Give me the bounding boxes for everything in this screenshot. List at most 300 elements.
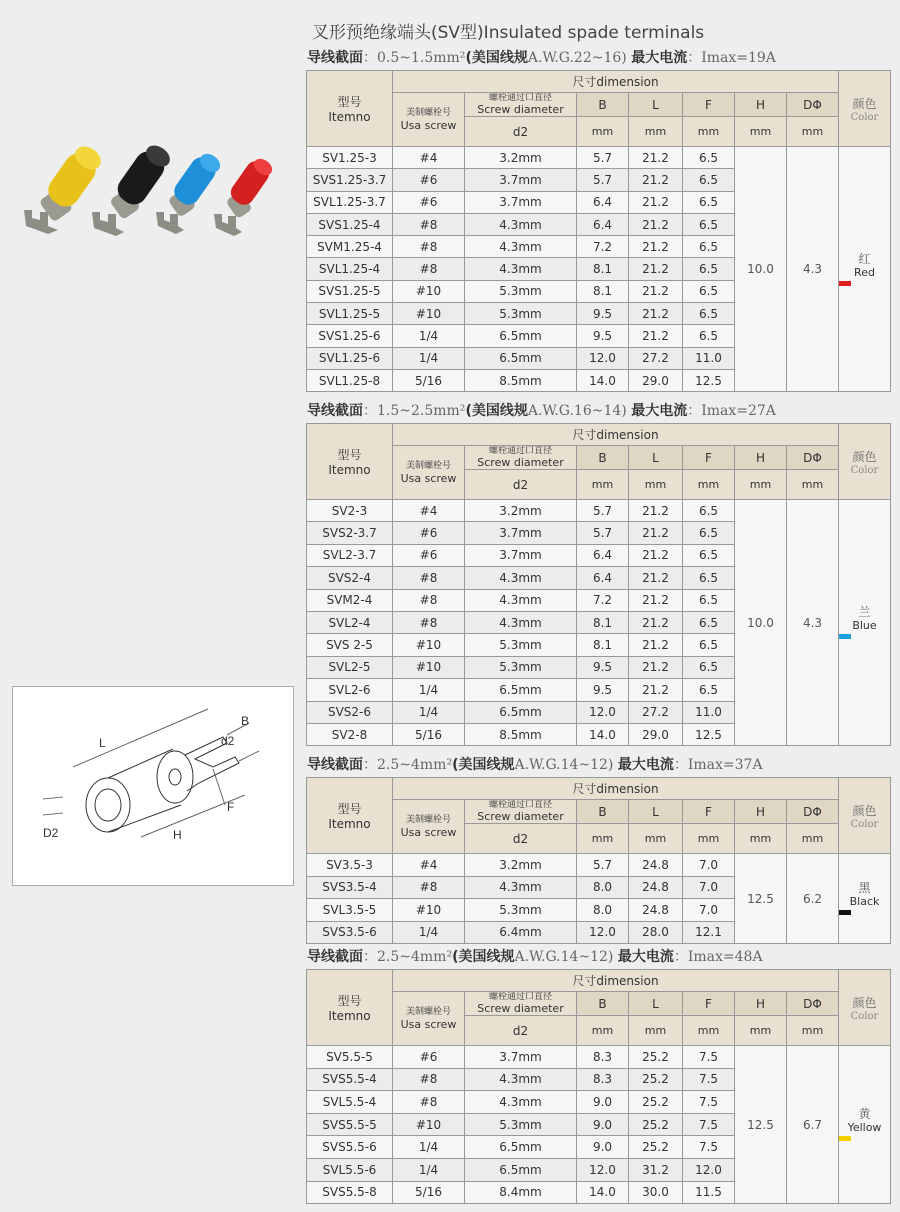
usa-screw: #6 (393, 169, 465, 191)
item-no: SV2-3 (307, 500, 393, 522)
l-header: L (629, 446, 683, 470)
section-imax: ：Imax=27A (687, 403, 776, 419)
diameter-header-en: Screw diameter (477, 810, 564, 823)
screw-header-cn: 美制螺栓号 (405, 460, 451, 471)
screw-diameter: 5.3mm (465, 303, 577, 325)
model-header (307, 71, 393, 147)
usa-screw: #8 (393, 567, 465, 589)
dim-label-L: L (99, 736, 106, 750)
spec-table (306, 969, 891, 1204)
dim-b: 7.2 (577, 236, 629, 258)
usa-screw: 1/4 (393, 921, 465, 944)
item-no: SVS5.5-5 (307, 1113, 393, 1136)
d-header: DΦ (787, 93, 839, 117)
dim-f: 6.5 (683, 522, 735, 544)
dim-label-d2: d2 (221, 734, 235, 748)
dimension-header: 尺寸dimension (393, 970, 839, 992)
dim-f: 7.5 (683, 1091, 735, 1114)
item-no: SV3.5-3 (307, 854, 393, 877)
screw-diameter: 6.5mm (465, 679, 577, 701)
usa-screw: #8 (393, 589, 465, 611)
section-label: 导线截面 (307, 757, 363, 773)
screw-diameter: 8.5mm (465, 723, 577, 745)
dim-h: 10.0 (735, 500, 787, 746)
dim-b: 5.7 (577, 500, 629, 522)
d-header: DΦ (787, 800, 839, 824)
screw-diameter: 4.3mm (465, 567, 577, 589)
model-header-en: Itemno (328, 1009, 371, 1023)
usa-screw: 1/4 (393, 701, 465, 723)
item-no: SVS3.5-4 (307, 876, 393, 899)
d2-header: d2 (465, 824, 577, 854)
item-no: SVL2-4 (307, 611, 393, 633)
dim-b: 9.0 (577, 1136, 629, 1159)
f-header: F (683, 800, 735, 824)
dim-label-H: H (173, 828, 182, 842)
dim-l: 24.8 (629, 899, 683, 922)
color-en: Yellow (847, 1121, 882, 1135)
color-swatch (839, 910, 851, 915)
b-header: B (577, 93, 629, 117)
dim-d: 6.7 (787, 1046, 839, 1204)
color-cell (839, 854, 891, 944)
dim-l: 21.2 (629, 280, 683, 302)
item-no: SVS1.25-3.7 (307, 169, 393, 191)
color-cell (839, 500, 891, 746)
d2-header: d2 (465, 1016, 577, 1046)
screw-diameter: 4.3mm (465, 611, 577, 633)
section-title (307, 946, 763, 966)
section-title (307, 47, 776, 67)
dim-b: 5.7 (577, 854, 629, 877)
section-range: ：0.5~1.5mm² (363, 50, 466, 66)
dim-b: 8.0 (577, 876, 629, 899)
unit-f: mm (683, 1016, 735, 1046)
dim-f: 7.5 (683, 1136, 735, 1159)
usa-screw: #10 (393, 656, 465, 678)
dim-d: 4.3 (787, 147, 839, 392)
section-range: ：2.5~4mm² (363, 757, 453, 773)
usa-screw: 5/16 (393, 723, 465, 745)
color-cell (839, 147, 891, 392)
dim-l: 21.2 (629, 544, 683, 566)
screw-diameter: 4.3mm (465, 213, 577, 235)
screw-diameter: 6.5mm (465, 325, 577, 347)
dim-f: 6.5 (683, 236, 735, 258)
section-awg: A.W.G.14~12) (514, 757, 614, 773)
unit-b: mm (577, 117, 629, 147)
usa-screw: #10 (393, 303, 465, 325)
screw-header (393, 800, 465, 854)
table-row (307, 147, 891, 169)
dim-b: 6.4 (577, 191, 629, 213)
unit-h: mm (735, 470, 787, 500)
dim-f: 6.5 (683, 258, 735, 280)
b-header: B (577, 446, 629, 470)
model-header (307, 778, 393, 854)
section-awg-label: (美国线规 (452, 757, 515, 773)
screw-diameter: 5.3mm (465, 1113, 577, 1136)
item-no: SVL1.25-4 (307, 258, 393, 280)
screw-diameter: 4.3mm (465, 589, 577, 611)
screw-diameter: 4.3mm (465, 258, 577, 280)
screw-diameter: 4.3mm (465, 1068, 577, 1091)
dim-l: 27.2 (629, 347, 683, 369)
spec-table (306, 70, 891, 392)
dim-f: 7.0 (683, 854, 735, 877)
color-swatch (839, 281, 851, 286)
item-no: SVS1.25-6 (307, 325, 393, 347)
dim-b: 12.0 (577, 921, 629, 944)
unit-l: mm (629, 1016, 683, 1046)
item-no: SVL2-3.7 (307, 544, 393, 566)
dim-l: 28.0 (629, 921, 683, 944)
screw-diameter: 6.5mm (465, 1158, 577, 1181)
item-no: SVL1.25-8 (307, 369, 393, 391)
model-header (307, 424, 393, 500)
h-header: H (735, 93, 787, 117)
section-range: ：2.5~4mm² (363, 949, 453, 965)
unit-f: mm (683, 824, 735, 854)
usa-screw: #6 (393, 191, 465, 213)
color-cn: 兰 (858, 605, 871, 620)
dim-l: 21.2 (629, 589, 683, 611)
diameter-header-en: Screw diameter (477, 1002, 564, 1015)
item-no: SVL2-6 (307, 679, 393, 701)
model-header-cn: 型号 (337, 95, 362, 109)
screw-diameter: 5.3mm (465, 634, 577, 656)
usa-screw: #8 (393, 236, 465, 258)
section-awg-label: (美国线规 (465, 50, 528, 66)
item-no: SVL2-5 (307, 656, 393, 678)
spec-table (306, 777, 891, 944)
screw-diameter: 3.2mm (465, 500, 577, 522)
section-imax-label: 最大电流 (617, 949, 674, 965)
dim-f: 6.5 (683, 656, 735, 678)
color-cn: 红 (858, 251, 871, 266)
screw-diameter: 5.3mm (465, 899, 577, 922)
dim-b: 8.1 (577, 258, 629, 280)
screw-header-en: Usa screw (400, 1017, 457, 1031)
unit-b: mm (577, 1016, 629, 1046)
screw-diameter: 3.7mm (465, 169, 577, 191)
dim-h: 12.5 (735, 1046, 787, 1204)
usa-screw: #10 (393, 899, 465, 922)
dim-f: 7.0 (683, 876, 735, 899)
usa-screw: 1/4 (393, 679, 465, 701)
dim-l: 21.2 (629, 147, 683, 169)
dim-b: 12.0 (577, 347, 629, 369)
screw-diameter: 6.4mm (465, 921, 577, 944)
color-header-en: Color (850, 818, 879, 830)
screw-diameter: 8.4mm (465, 1181, 577, 1204)
color-header (839, 71, 891, 147)
color-cn: 黄 (858, 1107, 871, 1122)
dim-b: 8.0 (577, 899, 629, 922)
dim-label-D2: D2 (43, 826, 59, 840)
dim-f: 7.5 (683, 1068, 735, 1091)
unit-h: mm (735, 117, 787, 147)
dim-b: 14.0 (577, 369, 629, 391)
section-awg-label: (美国线规 (452, 949, 515, 965)
diameter-header-en: Screw diameter (477, 456, 564, 469)
usa-screw: 1/4 (393, 1136, 465, 1159)
color-header-en: Color (850, 1010, 879, 1022)
b-header: B (577, 800, 629, 824)
section-label: 导线截面 (307, 50, 363, 66)
dim-f: 12.0 (683, 1158, 735, 1181)
diameter-header-cn: 螺栓通过口直径 (488, 93, 552, 103)
dim-f: 6.5 (683, 191, 735, 213)
dim-l: 21.2 (629, 191, 683, 213)
l-header: L (629, 93, 683, 117)
model-header (307, 970, 393, 1046)
item-no: SVS3.5-6 (307, 921, 393, 944)
dim-f: 6.5 (683, 544, 735, 566)
dim-b: 9.5 (577, 656, 629, 678)
dim-f: 6.5 (683, 213, 735, 235)
model-header-en: Itemno (328, 463, 371, 477)
dim-b: 7.2 (577, 589, 629, 611)
item-no: SVL5.5-6 (307, 1158, 393, 1181)
usa-screw: #8 (393, 213, 465, 235)
section-imax: ：Imax=19A (687, 50, 776, 66)
h-header: H (735, 800, 787, 824)
item-no: SVS 2-5 (307, 634, 393, 656)
dim-l: 21.2 (629, 169, 683, 191)
screw-diameter: 4.3mm (465, 236, 577, 258)
dim-f: 7.5 (683, 1046, 735, 1069)
d2-header: d2 (465, 117, 577, 147)
dim-b: 9.5 (577, 325, 629, 347)
dim-l: 24.8 (629, 876, 683, 899)
dim-b: 9.5 (577, 679, 629, 701)
page-title: 叉形预绝缘端头(SV型)Insulated spade terminals (312, 23, 705, 43)
item-no: SV5.5-5 (307, 1046, 393, 1069)
section-title (307, 754, 763, 774)
screw-header-en: Usa screw (400, 825, 457, 839)
d-header: DΦ (787, 992, 839, 1016)
dim-l: 21.2 (629, 656, 683, 678)
dim-l: 21.2 (629, 303, 683, 325)
f-header: F (683, 446, 735, 470)
usa-screw: #8 (393, 1068, 465, 1091)
dim-f: 12.5 (683, 723, 735, 745)
usa-screw: 5/16 (393, 369, 465, 391)
d-header: DΦ (787, 446, 839, 470)
dim-b: 8.1 (577, 634, 629, 656)
dim-l: 21.2 (629, 325, 683, 347)
dim-l: 30.0 (629, 1181, 683, 1204)
unit-d: mm (787, 470, 839, 500)
usa-screw: #10 (393, 280, 465, 302)
dim-l: 21.2 (629, 500, 683, 522)
screw-diameter: 4.3mm (465, 1091, 577, 1114)
terminal-drawing (13, 687, 293, 885)
diameter-header-cn: 螺栓通过口直径 (488, 992, 552, 1002)
dim-l: 21.2 (629, 679, 683, 701)
item-no: SVL5.5-4 (307, 1091, 393, 1114)
section-imax: ：Imax=37A (673, 757, 763, 773)
dim-b: 8.1 (577, 611, 629, 633)
dim-b: 8.1 (577, 280, 629, 302)
item-no: SVS5.5-8 (307, 1181, 393, 1204)
l-header: L (629, 992, 683, 1016)
screw-header-cn: 美制螺栓号 (405, 1006, 451, 1017)
screw-diameter: 8.5mm (465, 369, 577, 391)
dim-b: 5.7 (577, 169, 629, 191)
usa-screw: #6 (393, 544, 465, 566)
section-awg: A.W.G.16~14) (527, 403, 627, 419)
dim-l: 21.2 (629, 258, 683, 280)
unit-d: mm (787, 824, 839, 854)
dim-b: 8.3 (577, 1046, 629, 1069)
color-header-cn: 颜色 (852, 96, 877, 111)
dim-f: 12.5 (683, 369, 735, 391)
dim-h: 12.5 (735, 854, 787, 944)
screw-header-cn: 美制螺栓号 (405, 107, 451, 118)
dim-f: 11.5 (683, 1181, 735, 1204)
table-row (307, 854, 891, 877)
screw-diameter: 3.2mm (465, 854, 577, 877)
unit-f: mm (683, 117, 735, 147)
item-no: SVS2-4 (307, 567, 393, 589)
dim-h: 10.0 (735, 147, 787, 392)
screw-diameter: 5.3mm (465, 656, 577, 678)
diameter-header (465, 992, 577, 1016)
diameter-header-cn: 螺栓通过口直径 (488, 800, 552, 810)
dim-b: 14.0 (577, 723, 629, 745)
dim-d: 6.2 (787, 854, 839, 944)
dim-b: 5.7 (577, 522, 629, 544)
unit-h: mm (735, 824, 787, 854)
unit-b: mm (577, 470, 629, 500)
section-title (307, 400, 776, 420)
usa-screw: 5/16 (393, 1181, 465, 1204)
model-header-cn: 型号 (337, 802, 362, 816)
usa-screw: #4 (393, 147, 465, 169)
dim-l: 24.8 (629, 854, 683, 877)
dimension-header: 尺寸dimension (393, 778, 839, 800)
dim-l: 25.2 (629, 1113, 683, 1136)
item-no: SVS2-6 (307, 701, 393, 723)
dim-l: 25.2 (629, 1136, 683, 1159)
screw-diameter: 3.7mm (465, 544, 577, 566)
unit-l: mm (629, 470, 683, 500)
screw-header-en: Usa screw (400, 471, 457, 485)
screw-header (393, 992, 465, 1046)
f-header: F (683, 992, 735, 1016)
model-header-cn: 型号 (337, 994, 362, 1008)
color-header-cn: 颜色 (852, 803, 877, 818)
section-range: ：1.5~2.5mm² (363, 403, 466, 419)
dim-b: 9.0 (577, 1091, 629, 1114)
dim-b: 14.0 (577, 1181, 629, 1204)
section-imax: ：Imax=48A (673, 949, 763, 965)
unit-l: mm (629, 824, 683, 854)
dim-b: 6.4 (577, 544, 629, 566)
red-terminal (214, 156, 275, 236)
screw-diameter: 3.2mm (465, 147, 577, 169)
item-no: SVM2-4 (307, 589, 393, 611)
dim-f: 6.5 (683, 169, 735, 191)
screw-header-en: Usa screw (400, 118, 457, 132)
item-no: SVL1.25-3.7 (307, 191, 393, 213)
screw-header-cn: 美制螺栓号 (405, 814, 451, 825)
section-awg: A.W.G.22~16) (527, 50, 627, 66)
usa-screw: 1/4 (393, 347, 465, 369)
section-imax-label: 最大电流 (617, 757, 674, 773)
item-no: SVM1.25-4 (307, 236, 393, 258)
section-imax-label: 最大电流 (631, 50, 688, 66)
color-header-en: Color (850, 464, 879, 476)
section-awg: A.W.G.14~12) (514, 949, 614, 965)
dim-label-F: F (227, 800, 235, 814)
screw-diameter: 3.7mm (465, 191, 577, 213)
screw-diameter: 3.7mm (465, 1046, 577, 1069)
dimension-header: 尺寸dimension (393, 424, 839, 446)
color-en: Black (849, 895, 880, 908)
dim-f: 6.5 (683, 567, 735, 589)
usa-screw: #10 (393, 634, 465, 656)
usa-screw: #6 (393, 1046, 465, 1069)
screw-diameter: 3.7mm (465, 522, 577, 544)
color-header-cn: 颜色 (852, 449, 877, 464)
dim-f: 7.5 (683, 1113, 735, 1136)
dim-b: 6.4 (577, 213, 629, 235)
l-header: L (629, 800, 683, 824)
model-header-en: Itemno (328, 110, 371, 124)
diameter-header (465, 446, 577, 470)
dim-f: 6.5 (683, 280, 735, 302)
screw-diameter: 4.3mm (465, 876, 577, 899)
dim-l: 31.2 (629, 1158, 683, 1181)
usa-screw: #8 (393, 1091, 465, 1114)
dim-l: 25.2 (629, 1091, 683, 1114)
item-no: SVS1.25-4 (307, 213, 393, 235)
dim-b: 9.0 (577, 1113, 629, 1136)
model-header-en: Itemno (328, 817, 371, 831)
unit-h: mm (735, 1016, 787, 1046)
usa-screw: 1/4 (393, 325, 465, 347)
color-header-en: Color (850, 111, 879, 123)
diameter-header-en: Screw diameter (477, 103, 564, 116)
color-en: Red (854, 265, 875, 279)
usa-screw: #6 (393, 522, 465, 544)
item-no: SVL3.5-5 (307, 899, 393, 922)
dim-l: 21.2 (629, 522, 683, 544)
screw-header (393, 93, 465, 147)
dim-label-B: B (241, 714, 250, 728)
unit-d: mm (787, 117, 839, 147)
color-cell (839, 1046, 891, 1204)
spec-table (306, 423, 891, 746)
item-no: SVS2-3.7 (307, 522, 393, 544)
screw-diameter: 6.5mm (465, 1136, 577, 1159)
dim-f: 11.0 (683, 347, 735, 369)
usa-screw: #4 (393, 854, 465, 877)
dim-l: 21.2 (629, 213, 683, 235)
section-label: 导线截面 (307, 949, 363, 965)
usa-screw: #8 (393, 611, 465, 633)
dim-b: 6.4 (577, 567, 629, 589)
dim-f: 6.5 (683, 634, 735, 656)
item-no: SVS1.25-5 (307, 280, 393, 302)
dim-l: 21.2 (629, 236, 683, 258)
dim-b: 12.0 (577, 1158, 629, 1181)
color-header (839, 778, 891, 854)
dim-l: 21.2 (629, 611, 683, 633)
